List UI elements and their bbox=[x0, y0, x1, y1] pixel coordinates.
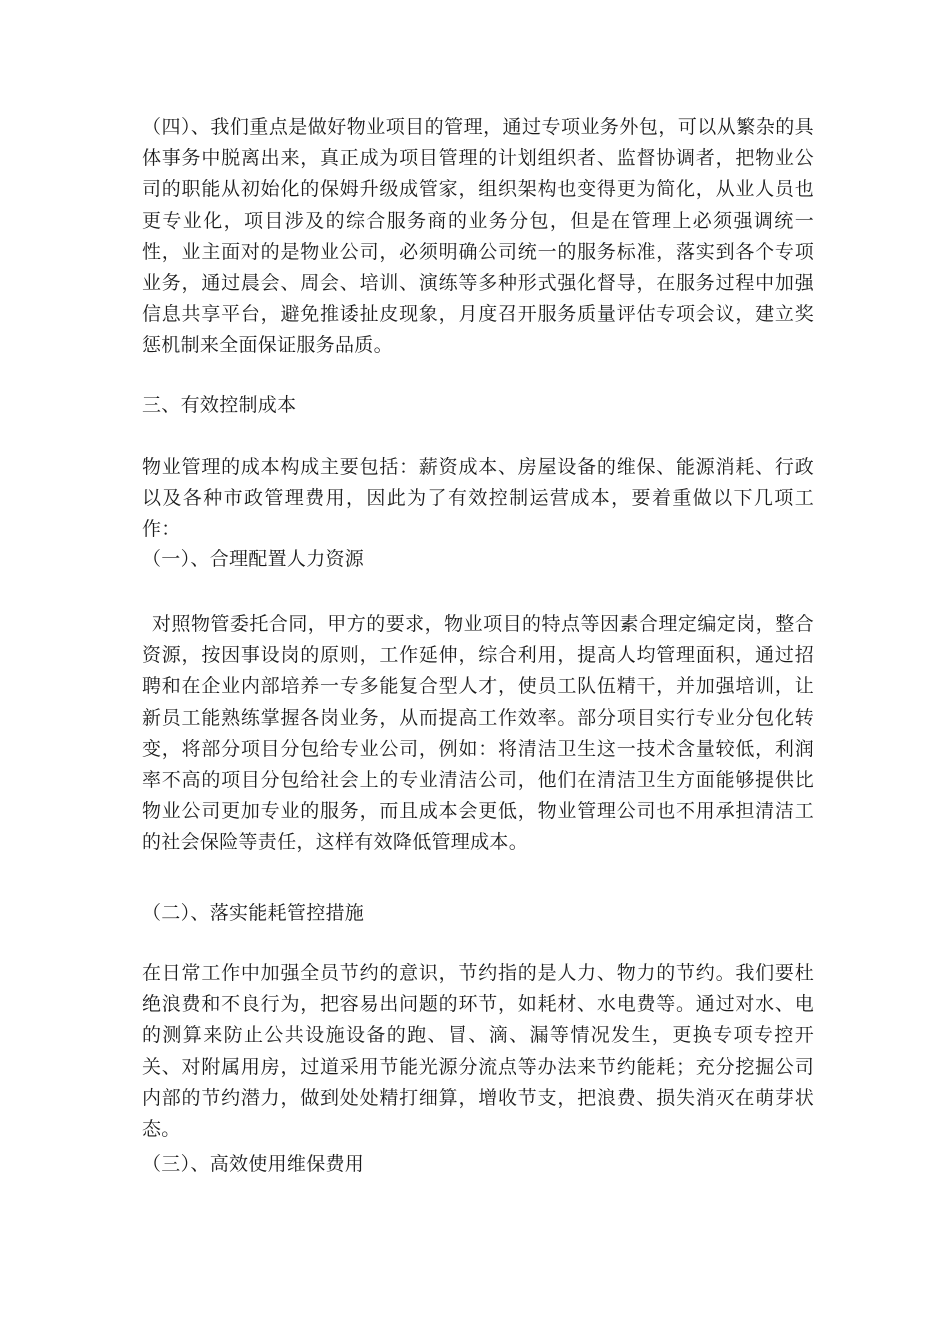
cost-intro-paragraph: 物业管理的成本构成主要包括：薪资成本、房屋设备的维保、能源消耗、行政以及各种市政管理费用，因此为了有效控制运营成本，要着重做以下几项工作： bbox=[142, 456, 814, 541]
subsection-three-heading: （三）、高效使用维保费用 bbox=[142, 1153, 365, 1175]
subsection-one-heading: （一）、合理配置人力资源 bbox=[142, 548, 365, 570]
section-three-heading: 三、有效控制成本 bbox=[142, 394, 297, 416]
subsection-two-body: 在日常工作中加强全员节约的意识，节约指的是人力、物力的节约。我们要杜绝浪费和不良行为，把容易出问题的环节，如耗材、水电费等。通过对水、电的测算来防止公共设施设备的跑、冒、滴、漏等情况发生，更换专项专控开关、对附属用房，过道采用节能光源分流点等办法来节约能耗；充分挖掘公司内部的节约潜力，做到处处精打细算，增收节支，把浪费、损失消灭在萌芽状态。 bbox=[142, 962, 814, 1141]
paragraph-four-management: （四）、我们重点是做好物业项目的管理，通过专项业务外包，可以从繁杂的具体事务中脱离出来，真正成为项目管理的计划组织者、监督协调者，把物业公司的职能从初始化的保姆升级成管家，组织架构也变得更为简化，从业人员也更专业化，项目涉及的综合服务商的业务分包，但是在管理上必须强调统一性，业主面对的是物业公司，必须明确公司统一的服务标准，落实到各个专项业务，通过晨会、周会、培训、演练等多种形式强化督导，在服务过程中加强信息共享平台，避免推诿扯皮现象，月度召开服务质量评估专项会议，建立奖惩机制来全面保证服务品质。 bbox=[142, 116, 814, 357]
subsection-one-body: 对照物管委托合同，甲方的要求，物业项目的特点等因素合理定编定岗，整合资源，按因事设岗的原则，工作延伸，综合利用，提高人均管理面积，通过招聘和在企业内部培养一专多能复合型人才，使员工队伍精干，并加强培训，让新员工能熟练掌握各岗业务，从而提高工作效率。部分项目实行专业分包化转变，将部分项目分包给专业公司，例如：将清洁卫生这一技术含量较低，利润率不高的项目分包给社会上的专业清洁公司，他们在清洁卫生方面能够提供比物业公司更加专业的服务，而且成本会更低，物业管理公司也不用承担清洁工的社会保险等责任，这样有效降低管理成本。 bbox=[142, 613, 814, 854]
subsection-two-heading: （二）、落实能耗管控措施 bbox=[142, 902, 365, 924]
